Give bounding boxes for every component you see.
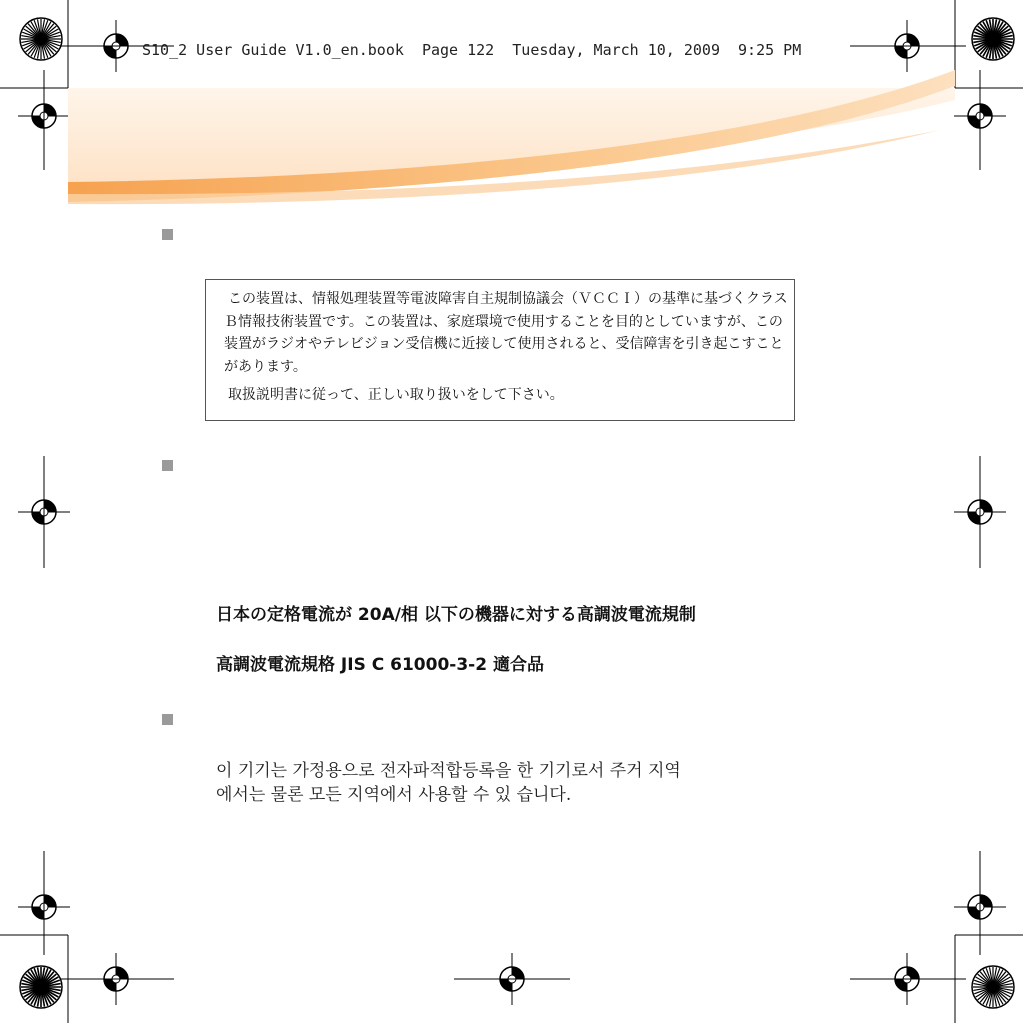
harmonics-line-2: 高調波電流規格 JIS C 61000-3-2 適合品 [216, 655, 544, 675]
vcci-paragraph-1: この装置は、情報処理装置等電波障害自主規制協議会（ＶＣＣＩ）の基準に基づくクラスＢ情報技術装置です。この装置は、家庭環境で使用することを目的としていますが、この装置がラジオやテレビジョン受信機に近接して使用されると、受信障害を引き起こすことがあります。 [224, 291, 788, 375]
korea-line-2: 에서는 물론 모든 지역에서 사용할 수 있 습니다. [216, 785, 572, 805]
korea-notice [216, 759, 816, 807]
square-bullet-icon [162, 714, 173, 725]
print-header: S10_2 User Guide V1.0_en.book Page 122 Tuesday, March 10, 2009 9:25 PM [142, 41, 802, 59]
square-bullet-icon [162, 229, 173, 240]
korea-line-1: 이 기기는 가정용으로 전자파적합등록을 한 기기로서 주거 지역 [216, 761, 681, 781]
harmonics-line-1: 日本の定格電流が 20A/相 以下の機器に対する高調波電流規制 [216, 605, 696, 625]
vcci-notice-box [205, 279, 795, 421]
square-bullet-icon [162, 460, 173, 471]
decorative-banner [0, 60, 1023, 220]
vcci-paragraph-2: 取扱説明書に従って、正しい取り扱いをして下さい。 [228, 387, 564, 403]
